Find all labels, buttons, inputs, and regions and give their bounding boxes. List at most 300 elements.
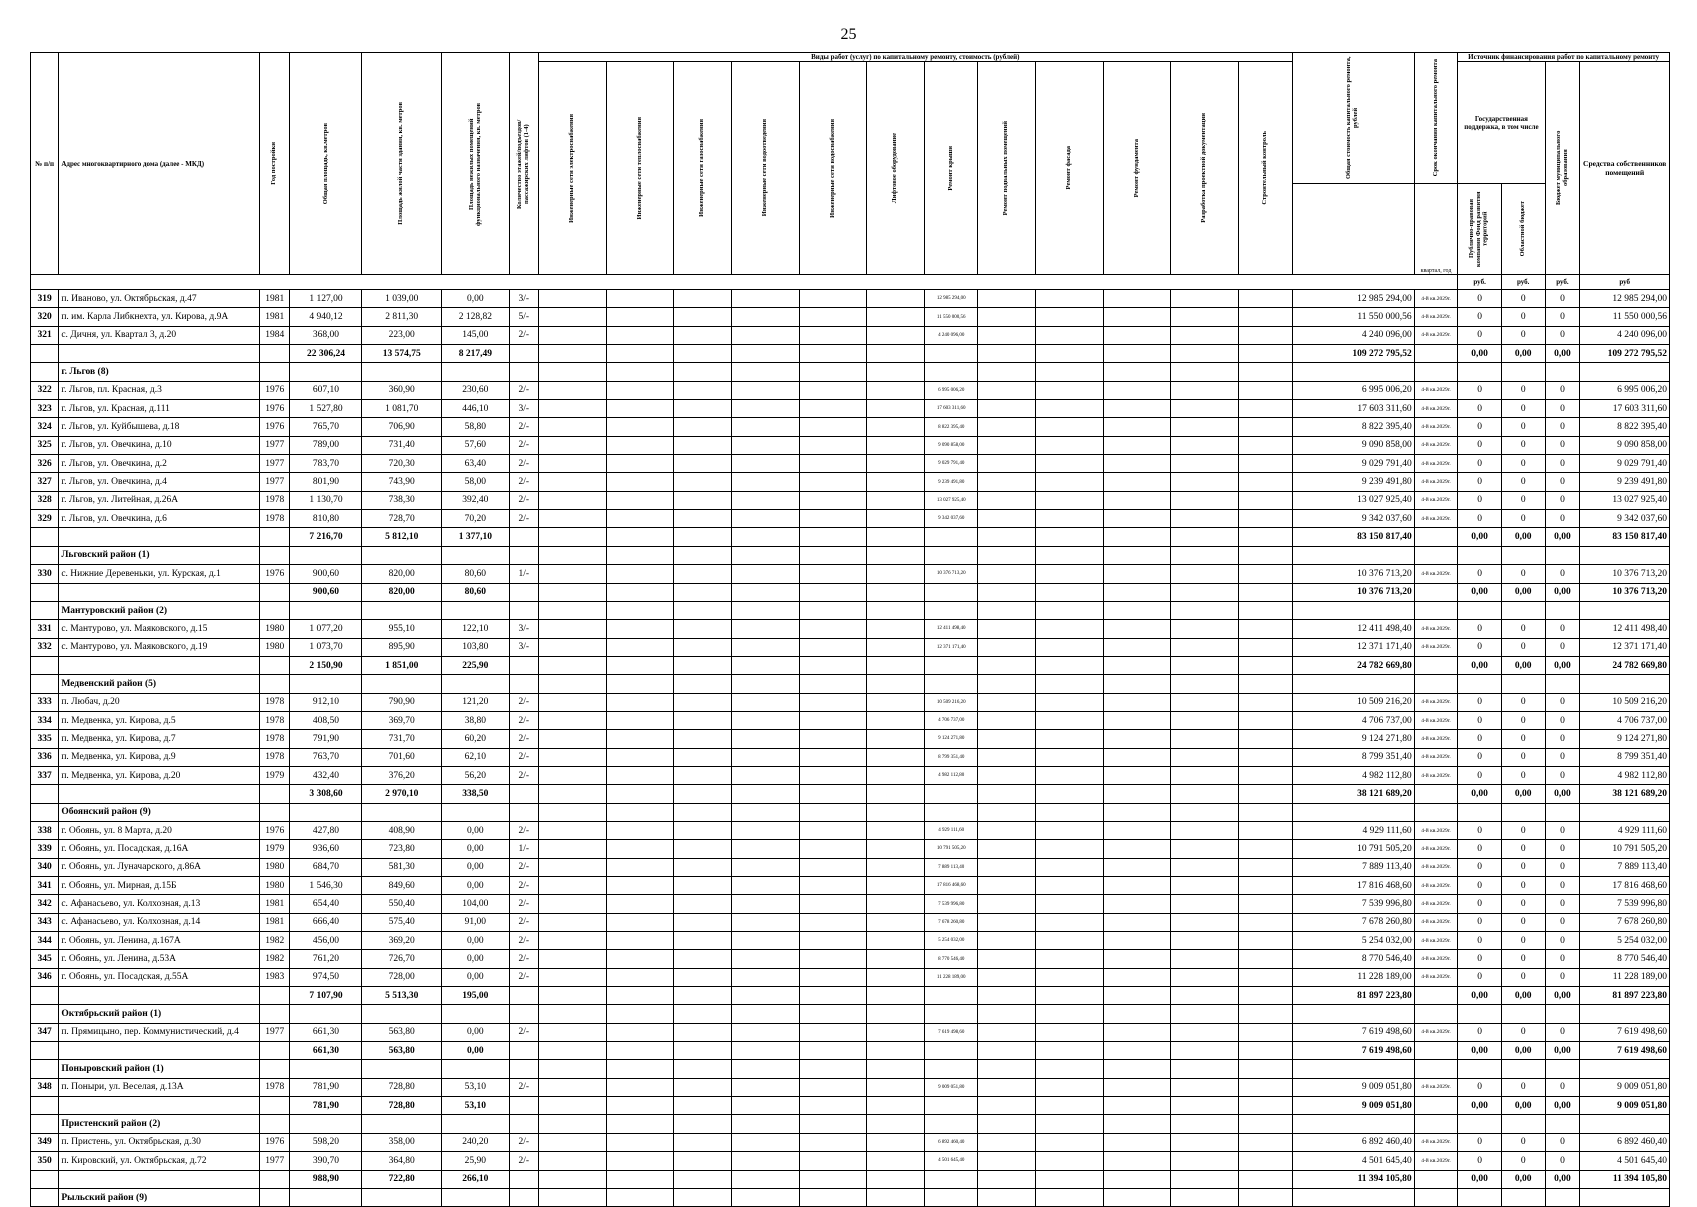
work-cell bbox=[1171, 400, 1239, 418]
empty-cell bbox=[1238, 1115, 1292, 1133]
empty-cell bbox=[1171, 1115, 1239, 1133]
empty-cell bbox=[674, 601, 732, 619]
row-num: 327 bbox=[31, 473, 59, 491]
empty-cell bbox=[362, 601, 442, 619]
work-cell bbox=[799, 308, 867, 326]
work-cell bbox=[1036, 858, 1104, 876]
fund-public-cell: 0 bbox=[1458, 766, 1502, 784]
empty-cell bbox=[539, 803, 607, 821]
term-cell: 4-й кв.2029г. bbox=[1414, 1152, 1458, 1170]
row-num bbox=[31, 601, 59, 619]
row-num bbox=[31, 345, 59, 363]
work-cell bbox=[1238, 583, 1292, 601]
table-row bbox=[31, 418, 1670, 436]
total-area-cell: 7 216,70 bbox=[290, 528, 362, 546]
empty-cell bbox=[1458, 675, 1502, 693]
empty-cell bbox=[539, 1060, 607, 1078]
row-num: 322 bbox=[31, 381, 59, 399]
empty-cell bbox=[1545, 803, 1580, 821]
work-cell bbox=[867, 730, 925, 748]
empty-cell bbox=[290, 803, 362, 821]
fund-public-cell: 0 bbox=[1458, 913, 1502, 931]
empty-cell bbox=[1580, 1115, 1670, 1133]
work-cell bbox=[978, 583, 1036, 601]
empty-cell bbox=[924, 1060, 977, 1078]
district-row bbox=[31, 363, 1670, 381]
floors-cell: 2/- bbox=[509, 1133, 538, 1151]
table-row bbox=[31, 950, 1670, 968]
total-area-cell: 598,20 bbox=[290, 1133, 362, 1151]
term-cell: 4-й кв.2029г. bbox=[1414, 290, 1458, 308]
total-cost-cell: 17 816 468,60 bbox=[1292, 877, 1414, 895]
work-cell bbox=[978, 400, 1036, 418]
work-cell bbox=[799, 877, 867, 895]
work-cell bbox=[1036, 1170, 1104, 1188]
work-cell bbox=[606, 565, 674, 583]
empty-cell bbox=[1458, 363, 1502, 381]
row-num: 343 bbox=[31, 913, 59, 931]
fund-owners-cell: 7 619 498,60 bbox=[1580, 1023, 1670, 1041]
living-area-cell: 820,00 bbox=[362, 565, 442, 583]
fund-municipal-cell: 0 bbox=[1545, 932, 1580, 950]
work-cell bbox=[606, 326, 674, 344]
work-cell bbox=[539, 436, 607, 454]
fund-regional-cell: 0 bbox=[1501, 473, 1545, 491]
row-num bbox=[31, 675, 59, 693]
work-cell bbox=[674, 693, 732, 711]
year-cell: 1981 bbox=[259, 895, 290, 913]
empty-cell bbox=[290, 1060, 362, 1078]
empty-cell bbox=[1580, 675, 1670, 693]
work-cell bbox=[539, 748, 607, 766]
empty-cell bbox=[1171, 803, 1239, 821]
address-cell: п. Медвенка, ул. Кирова, д.7 bbox=[59, 730, 260, 748]
total-area-cell: 789,00 bbox=[290, 436, 362, 454]
subtotal-row bbox=[31, 345, 1670, 363]
roof-cost-cell bbox=[924, 345, 977, 363]
unit-fund-municipal: руб. bbox=[1545, 275, 1580, 290]
term-cell bbox=[1414, 656, 1458, 674]
fund-public-cell: 0 bbox=[1458, 895, 1502, 913]
work-cell bbox=[606, 1042, 674, 1060]
empty-cell bbox=[539, 675, 607, 693]
row-num: 330 bbox=[31, 565, 59, 583]
work-cell bbox=[674, 840, 732, 858]
empty-cell bbox=[1171, 601, 1239, 619]
work-cell bbox=[1103, 528, 1171, 546]
empty-cell bbox=[732, 1005, 800, 1023]
work-cell bbox=[1171, 693, 1239, 711]
work-cell bbox=[1238, 968, 1292, 986]
work-cell bbox=[867, 877, 925, 895]
work-cell bbox=[674, 1170, 732, 1188]
work-cell bbox=[1103, 418, 1171, 436]
row-num bbox=[31, 987, 59, 1005]
year-cell: 1979 bbox=[259, 840, 290, 858]
empty-cell bbox=[732, 675, 800, 693]
fund-regional-cell: 0 bbox=[1501, 840, 1545, 858]
empty-cell bbox=[442, 1115, 510, 1133]
row-num: 347 bbox=[31, 1023, 59, 1041]
work-cell bbox=[1171, 491, 1239, 509]
year-cell: 1982 bbox=[259, 950, 290, 968]
total-cost-cell: 9 090 858,00 bbox=[1292, 436, 1414, 454]
empty-cell bbox=[1580, 1188, 1670, 1206]
floors-cell: 2/- bbox=[509, 711, 538, 729]
fund-municipal-cell: 0 bbox=[1545, 400, 1580, 418]
work-cell bbox=[539, 895, 607, 913]
fund-public-cell: 0,00 bbox=[1458, 583, 1502, 601]
work-cell bbox=[867, 1170, 925, 1188]
fund-owners-cell: 4 501 645,40 bbox=[1580, 1152, 1670, 1170]
total-cost-cell: 11 228 189,00 bbox=[1292, 968, 1414, 986]
roof-cost-cell: 9 090 858,00 bbox=[924, 436, 977, 454]
work-cell bbox=[1238, 290, 1292, 308]
work-cell bbox=[799, 1023, 867, 1041]
living-area-cell: 563,80 bbox=[362, 1023, 442, 1041]
empty-cell bbox=[1036, 675, 1104, 693]
work-cell bbox=[1103, 1133, 1171, 1151]
term-cell: 4-й кв.2029г. bbox=[1414, 913, 1458, 931]
address-cell bbox=[59, 1170, 260, 1188]
work-cell bbox=[978, 932, 1036, 950]
fund-owners-cell: 83 150 817,40 bbox=[1580, 528, 1670, 546]
work-cell bbox=[799, 491, 867, 509]
empty-cell bbox=[259, 546, 290, 564]
work-cell bbox=[1103, 345, 1171, 363]
work-cell bbox=[799, 858, 867, 876]
year-cell: 1976 bbox=[259, 381, 290, 399]
empty-cell bbox=[1171, 546, 1239, 564]
work-cell bbox=[1103, 968, 1171, 986]
floors-cell: 2/- bbox=[509, 932, 538, 950]
work-cell bbox=[606, 400, 674, 418]
fund-public-cell: 0,00 bbox=[1458, 345, 1502, 363]
fund-regional-cell: 0 bbox=[1501, 510, 1545, 528]
work-cell bbox=[732, 528, 800, 546]
term-cell: 4-й кв.2029г. bbox=[1414, 620, 1458, 638]
empty-cell bbox=[1292, 363, 1414, 381]
row-num bbox=[31, 1170, 59, 1188]
header-living-area: Площадь жилой части здания, кв. метров bbox=[362, 53, 442, 275]
term-cell: 4-й кв.2029г. bbox=[1414, 693, 1458, 711]
floors-cell: 2/- bbox=[509, 381, 538, 399]
district-row bbox=[31, 675, 1670, 693]
work-cell bbox=[674, 895, 732, 913]
work-cell bbox=[606, 528, 674, 546]
total-cost-cell: 8 799 351,40 bbox=[1292, 748, 1414, 766]
floors-cell: 1/- bbox=[509, 565, 538, 583]
work-cell bbox=[1103, 620, 1171, 638]
nonliving-area-cell: 0,00 bbox=[442, 1023, 510, 1041]
work-cell bbox=[1103, 987, 1171, 1005]
row-num: 345 bbox=[31, 950, 59, 968]
empty-cell bbox=[1414, 1188, 1458, 1206]
work-cell bbox=[1036, 821, 1104, 839]
work-cell bbox=[539, 381, 607, 399]
work-cell bbox=[732, 1152, 800, 1170]
fund-public-cell: 0,00 bbox=[1458, 785, 1502, 803]
total-cost-cell: 7 889 113,40 bbox=[1292, 858, 1414, 876]
empty-cell bbox=[1292, 1005, 1414, 1023]
total-cost-cell: 11 550 000,56 bbox=[1292, 308, 1414, 326]
work-cell bbox=[539, 455, 607, 473]
work-cell bbox=[867, 455, 925, 473]
row-num bbox=[31, 785, 59, 803]
floors-cell bbox=[509, 583, 538, 601]
empty-cell bbox=[1545, 363, 1580, 381]
nonliving-area-cell: 91,00 bbox=[442, 913, 510, 931]
address-cell: п. Иваново, ул. Октябрьская, д.47 bbox=[59, 290, 260, 308]
empty-cell bbox=[867, 803, 925, 821]
work-cell bbox=[732, 913, 800, 931]
fund-public-cell: 0 bbox=[1458, 638, 1502, 656]
work-cell bbox=[539, 968, 607, 986]
empty-cell bbox=[674, 1188, 732, 1206]
empty-cell bbox=[1501, 363, 1545, 381]
work-cell bbox=[1103, 840, 1171, 858]
work-cell bbox=[674, 656, 732, 674]
work-cell bbox=[1238, 693, 1292, 711]
work-cell bbox=[867, 693, 925, 711]
work-cell bbox=[978, 950, 1036, 968]
work-cell bbox=[1171, 932, 1239, 950]
subtotal-row bbox=[31, 1170, 1670, 1188]
work-cell bbox=[1036, 968, 1104, 986]
work-cell bbox=[606, 345, 674, 363]
work-cell bbox=[674, 345, 732, 363]
floors-cell bbox=[509, 1097, 538, 1115]
table-row bbox=[31, 473, 1670, 491]
work-cell bbox=[1103, 436, 1171, 454]
empty-cell bbox=[1103, 803, 1171, 821]
table-row bbox=[31, 766, 1670, 784]
work-cell bbox=[867, 381, 925, 399]
district-name: Обоянский район (9) bbox=[59, 803, 260, 821]
work-cell bbox=[799, 968, 867, 986]
empty-cell bbox=[1545, 1115, 1580, 1133]
row-num: 328 bbox=[31, 491, 59, 509]
living-area-cell: 369,70 bbox=[362, 711, 442, 729]
fund-regional-cell: 0,00 bbox=[1501, 656, 1545, 674]
empty-cell bbox=[1580, 1005, 1670, 1023]
work-cell bbox=[799, 455, 867, 473]
unit-fund-public: руб. bbox=[1458, 275, 1502, 290]
row-num: 320 bbox=[31, 308, 59, 326]
work-cell bbox=[606, 821, 674, 839]
empty-cell bbox=[290, 1005, 362, 1023]
total-area-cell: 974,50 bbox=[290, 968, 362, 986]
work-cell bbox=[1238, 1042, 1292, 1060]
roof-cost-cell: 4 501 645,40 bbox=[924, 1152, 977, 1170]
year-cell: 1978 bbox=[259, 730, 290, 748]
year-cell: 1977 bbox=[259, 1152, 290, 1170]
empty-cell bbox=[1036, 1005, 1104, 1023]
living-area-cell: 223,00 bbox=[362, 326, 442, 344]
fund-regional-cell: 0 bbox=[1501, 326, 1545, 344]
fund-public-cell: 0,00 bbox=[1458, 1170, 1502, 1188]
empty-cell bbox=[1580, 803, 1670, 821]
floors-cell: 3/- bbox=[509, 400, 538, 418]
row-num: 346 bbox=[31, 968, 59, 986]
work-cell bbox=[732, 766, 800, 784]
nonliving-area-cell: 57,60 bbox=[442, 436, 510, 454]
work-cell bbox=[1103, 1023, 1171, 1041]
total-cost-cell: 13 027 925,40 bbox=[1292, 491, 1414, 509]
empty-cell bbox=[867, 1188, 925, 1206]
empty-cell bbox=[1458, 1005, 1502, 1023]
district-name: Пристенский район (2) bbox=[59, 1115, 260, 1133]
work-cell bbox=[799, 418, 867, 436]
empty-cell bbox=[1171, 1005, 1239, 1023]
header-fund-municipal: Бюджет муниципального образования bbox=[1545, 62, 1580, 275]
empty-cell bbox=[1171, 1060, 1239, 1078]
total-cost-cell: 83 150 817,40 bbox=[1292, 528, 1414, 546]
floors-cell: 2/- bbox=[509, 968, 538, 986]
row-num bbox=[31, 546, 59, 564]
work-cell bbox=[867, 1133, 925, 1151]
work-cell bbox=[606, 711, 674, 729]
address-cell: г. Обоянь, ул. Мирная, д.15Б bbox=[59, 877, 260, 895]
table-header bbox=[31, 53, 1670, 290]
nonliving-area-cell: 80,60 bbox=[442, 565, 510, 583]
work-cell bbox=[978, 381, 1036, 399]
empty-cell bbox=[1458, 803, 1502, 821]
empty-cell bbox=[290, 1115, 362, 1133]
address-cell: г. Обоянь, ул. Посадская, д.16А bbox=[59, 840, 260, 858]
work-cell bbox=[539, 1023, 607, 1041]
empty-cell bbox=[259, 1115, 290, 1133]
empty-cell bbox=[924, 1115, 977, 1133]
empty-cell bbox=[674, 1060, 732, 1078]
work-cell bbox=[674, 491, 732, 509]
work-cell bbox=[978, 491, 1036, 509]
work-cell bbox=[1103, 290, 1171, 308]
fund-regional-cell: 0 bbox=[1501, 1152, 1545, 1170]
nonliving-area-cell: 0,00 bbox=[442, 821, 510, 839]
work-cell bbox=[867, 418, 925, 436]
address-cell: п. Кировский, ул. Октябрьская, д.72 bbox=[59, 1152, 260, 1170]
work-cell bbox=[1238, 418, 1292, 436]
work-cell bbox=[1103, 785, 1171, 803]
empty-cell bbox=[509, 601, 538, 619]
empty-cell bbox=[1545, 1005, 1580, 1023]
work-cell bbox=[732, 858, 800, 876]
work-cell bbox=[732, 1097, 800, 1115]
floors-cell bbox=[509, 1170, 538, 1188]
work-cell bbox=[1238, 381, 1292, 399]
empty-cell bbox=[362, 363, 442, 381]
table-row bbox=[31, 400, 1670, 418]
address-cell: с. Нижние Деревеньки, ул. Курская, д.1 bbox=[59, 565, 260, 583]
fund-owners-cell: 11 550 000,56 bbox=[1580, 308, 1670, 326]
work-cell bbox=[606, 308, 674, 326]
work-cell bbox=[732, 748, 800, 766]
nonliving-area-cell: 195,00 bbox=[442, 987, 510, 1005]
row-num: 350 bbox=[31, 1152, 59, 1170]
total-area-cell: 781,90 bbox=[290, 1097, 362, 1115]
address-cell bbox=[59, 1042, 260, 1060]
empty-cell bbox=[509, 675, 538, 693]
row-num bbox=[31, 1005, 59, 1023]
fund-regional-cell: 0 bbox=[1501, 418, 1545, 436]
work-cell bbox=[674, 1097, 732, 1115]
empty-cell bbox=[1414, 601, 1458, 619]
work-cell bbox=[867, 840, 925, 858]
row-num: 341 bbox=[31, 877, 59, 895]
table-row bbox=[31, 455, 1670, 473]
address-cell: с. Мантурово, ул. Маяковского, д.15 bbox=[59, 620, 260, 638]
table-row bbox=[31, 932, 1670, 950]
floors-cell bbox=[509, 785, 538, 803]
work-cell bbox=[978, 656, 1036, 674]
work-cell bbox=[867, 491, 925, 509]
address-cell: г. Льгов, ул. Овечкина, д.4 bbox=[59, 473, 260, 491]
address-cell: п. Медвенка, ул. Кирова, д.5 bbox=[59, 711, 260, 729]
fund-owners-cell: 81 897 223,80 bbox=[1580, 987, 1670, 1005]
empty-cell bbox=[362, 1005, 442, 1023]
empty-cell bbox=[442, 803, 510, 821]
work-cell bbox=[1036, 308, 1104, 326]
header-state-support: Государственная поддержка, в том числе bbox=[1458, 62, 1545, 184]
empty-cell bbox=[732, 1060, 800, 1078]
roof-cost-cell: 7 889 113,40 bbox=[924, 858, 977, 876]
work-cell bbox=[1036, 418, 1104, 436]
work-cell bbox=[674, 932, 732, 950]
empty-cell bbox=[442, 363, 510, 381]
row-num: 332 bbox=[31, 638, 59, 656]
fund-public-cell: 0,00 bbox=[1458, 1042, 1502, 1060]
work-cell bbox=[674, 748, 732, 766]
work-cell bbox=[606, 840, 674, 858]
living-area-cell: 358,00 bbox=[362, 1133, 442, 1151]
fund-public-cell: 0,00 bbox=[1458, 987, 1502, 1005]
empty-cell bbox=[509, 1188, 538, 1206]
work-cell bbox=[539, 565, 607, 583]
living-area-cell: 728,00 bbox=[362, 968, 442, 986]
empty-cell bbox=[924, 363, 977, 381]
year-cell: 1978 bbox=[259, 510, 290, 528]
work-cell bbox=[1171, 1078, 1239, 1096]
living-area-cell: 563,80 bbox=[362, 1042, 442, 1060]
work-cell bbox=[606, 693, 674, 711]
work-cell bbox=[732, 711, 800, 729]
floors-cell: 2/- bbox=[509, 510, 538, 528]
row-num bbox=[31, 1115, 59, 1133]
header-fund-regional: Областной бюджет bbox=[1501, 184, 1545, 275]
fund-public-cell: 0 bbox=[1458, 932, 1502, 950]
roof-cost-cell: 8 770 546,40 bbox=[924, 950, 977, 968]
work-cell bbox=[978, 748, 1036, 766]
nonliving-area-cell: 0,00 bbox=[442, 858, 510, 876]
empty-cell bbox=[732, 1115, 800, 1133]
work-cell bbox=[539, 1097, 607, 1115]
total-area-cell: 408,50 bbox=[290, 711, 362, 729]
work-cell bbox=[1103, 638, 1171, 656]
work-cell bbox=[1103, 326, 1171, 344]
year-cell: 1981 bbox=[259, 913, 290, 931]
floors-cell: 2/- bbox=[509, 748, 538, 766]
work-cell bbox=[606, 1152, 674, 1170]
term-cell: 4-й кв.2029г. bbox=[1414, 711, 1458, 729]
row-num: 321 bbox=[31, 326, 59, 344]
fund-regional-cell: 0 bbox=[1501, 693, 1545, 711]
work-cell bbox=[799, 766, 867, 784]
work-cell bbox=[674, 877, 732, 895]
fund-regional-cell: 0 bbox=[1501, 638, 1545, 656]
floors-cell: 2/- bbox=[509, 693, 538, 711]
empty-cell bbox=[1501, 1115, 1545, 1133]
